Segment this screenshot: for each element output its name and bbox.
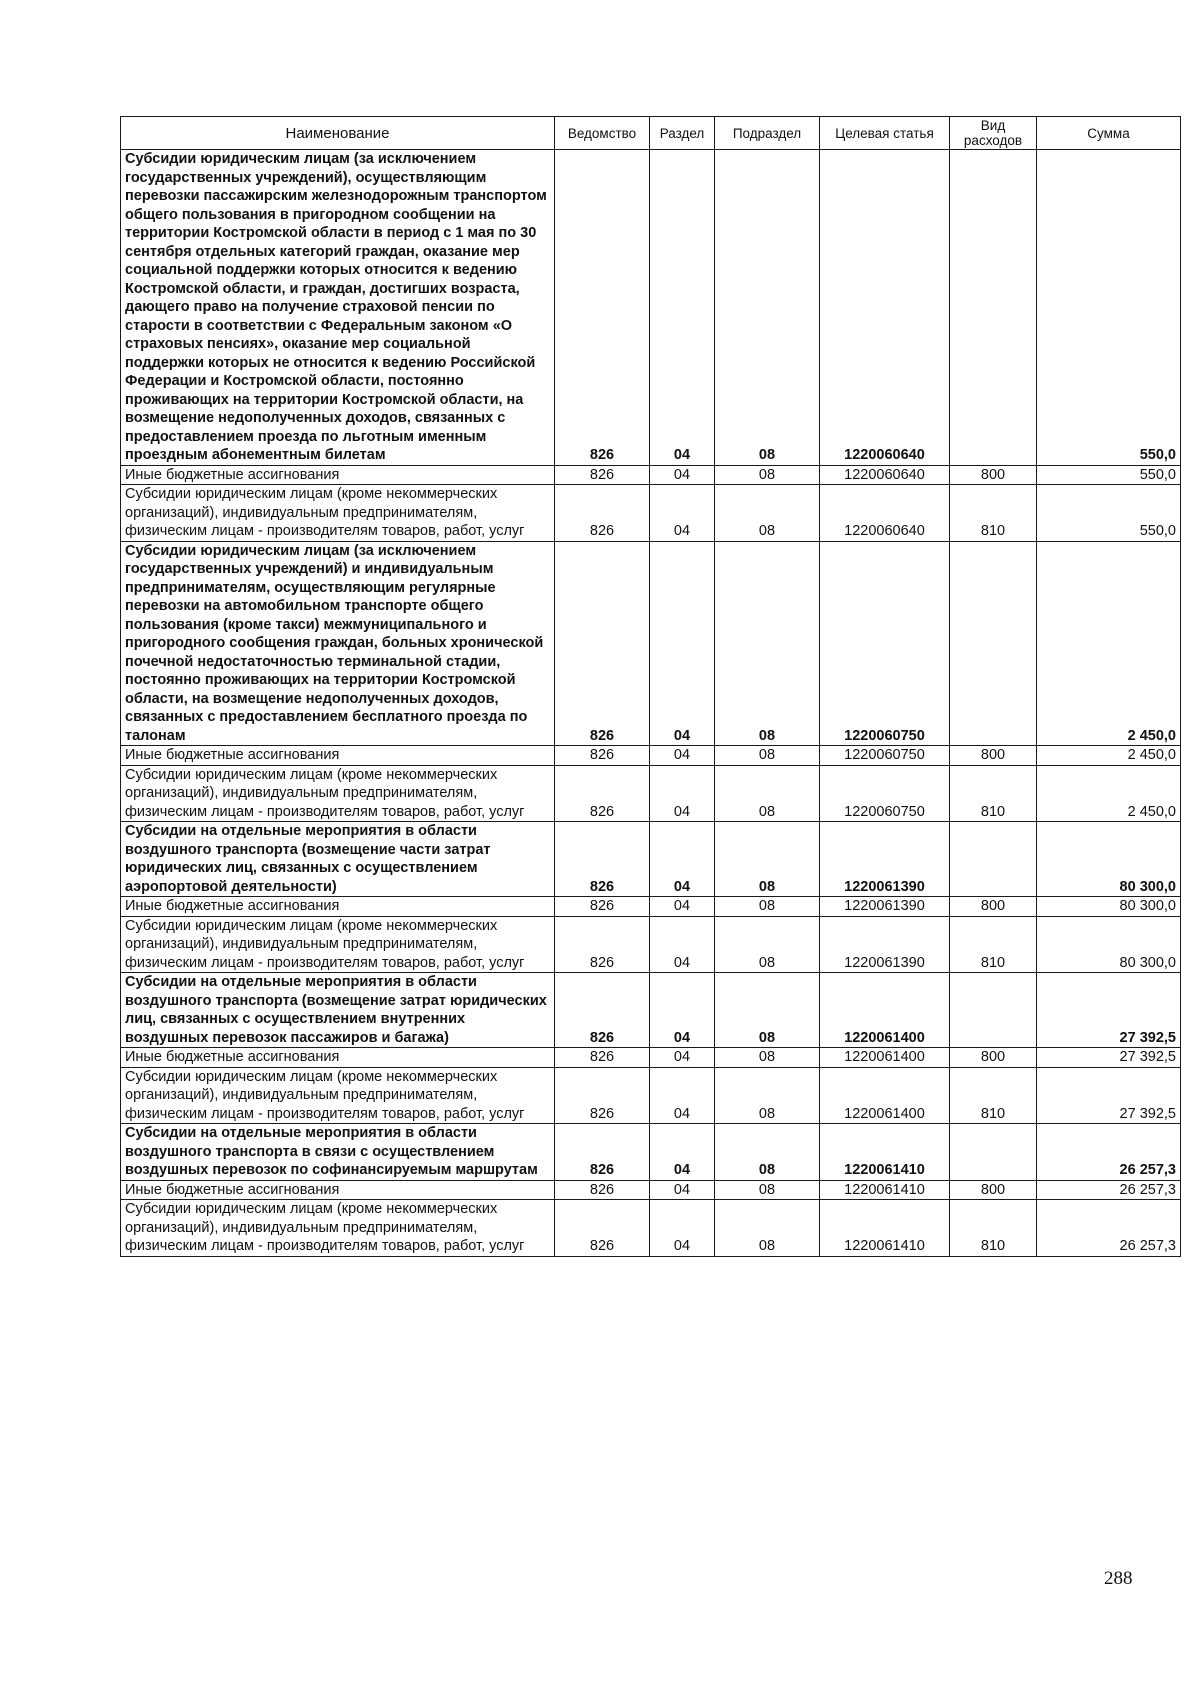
row-vedomstvo: 826: [555, 1067, 650, 1124]
row-tselevaya-statya: 1220060640: [820, 485, 950, 542]
row-razdel: 04: [650, 897, 715, 917]
row-podrazdel: 08: [715, 746, 820, 766]
row-tselevaya-statya: 1220061390: [820, 916, 950, 973]
row-razdel: 04: [650, 973, 715, 1048]
table-row: [121, 916, 1181, 973]
table-row: [121, 1180, 1181, 1200]
row-podrazdel: 08: [715, 1124, 820, 1181]
row-vid-rashodov: 800: [950, 465, 1037, 485]
table-row: [121, 897, 1181, 917]
row-razdel: 04: [650, 1180, 715, 1200]
row-razdel: 04: [650, 150, 715, 466]
row-podrazdel: 08: [715, 897, 820, 917]
row-podrazdel: 08: [715, 541, 820, 746]
row-summa: 80 300,0: [1037, 897, 1181, 917]
row-name: Субсидии юридическим лицам (кроме некоммерческих организаций), индивидуальным предпринимателям, физическим лицам - производителям товаров, работ, услуг: [121, 916, 555, 973]
row-vid-rashodov: 810: [950, 916, 1037, 973]
table-row: [121, 973, 1181, 1048]
row-podrazdel: 08: [715, 150, 820, 466]
row-vedomstvo: 826: [555, 1180, 650, 1200]
row-summa: 26 257,3: [1037, 1124, 1181, 1181]
row-summa: 26 257,3: [1037, 1200, 1181, 1257]
row-vid-rashodov: 800: [950, 897, 1037, 917]
row-razdel: 04: [650, 1124, 715, 1181]
row-vedomstvo: 826: [555, 465, 650, 485]
row-razdel: 04: [650, 485, 715, 542]
row-name: Субсидии юридическим лицам (кроме некоммерческих организаций), индивидуальным предпринимателям, физическим лицам - производителям товаров, работ, услуг: [121, 1067, 555, 1124]
row-vedomstvo: 826: [555, 150, 650, 466]
row-podrazdel: 08: [715, 822, 820, 897]
row-summa: 2 450,0: [1037, 746, 1181, 766]
row-podrazdel: 08: [715, 1200, 820, 1257]
table-row: [121, 485, 1181, 542]
row-podrazdel: 08: [715, 1048, 820, 1068]
row-name: Иные бюджетные ассигнования: [121, 465, 555, 485]
row-name: Субсидии юридическим лицам (за исключением государственных учреждений), осуществляющим перевозки пассажирским железнодорожным транспортом общего пользования в пригородном сообщении на территории Костромской области в период с 1 мая по 30 сентября отдельных категорий граждан, оказание мер социальной поддержки которых относится к ведению Костромской области, и граждан, достигших возраста, дающего право на получение страховой пенсии по старости в соответствии с Федеральным законом «О страховых пенсиях», оказание мер социальной поддержки которых не относится к ведению Российской Федерации и Костромской области, постоянно проживающих на территории Костромской области, на возмещение недополученных доходов, связанных с предоставлением проезда по льготным именным проездным абонементным билетам: [121, 150, 555, 466]
row-podrazdel: 08: [715, 1067, 820, 1124]
table-row: [121, 765, 1181, 822]
row-podrazdel: 08: [715, 1180, 820, 1200]
row-name: Субсидии на отдельные мероприятия в области воздушного транспорта (возмещение части затрат юридических лиц, связанных с осуществлением аэропортовой деятельности): [121, 822, 555, 897]
row-podrazdel: 08: [715, 485, 820, 542]
budget-table: [120, 116, 1181, 1257]
table-row: [121, 1067, 1181, 1124]
row-vedomstvo: 826: [555, 1048, 650, 1068]
row-razdel: 04: [650, 1067, 715, 1124]
row-vid-rashodov: [950, 541, 1037, 746]
header-vid-rashodov: Вид расходов: [950, 117, 1037, 150]
row-summa: 26 257,3: [1037, 1180, 1181, 1200]
row-vedomstvo: 826: [555, 746, 650, 766]
row-vedomstvo: 826: [555, 485, 650, 542]
row-razdel: 04: [650, 465, 715, 485]
header-razdel: Раздел: [650, 117, 715, 150]
row-summa: 27 392,5: [1037, 1067, 1181, 1124]
row-tselevaya-statya: 1220060640: [820, 150, 950, 466]
row-podrazdel: 08: [715, 465, 820, 485]
table-row: [121, 1200, 1181, 1257]
row-razdel: 04: [650, 916, 715, 973]
row-vedomstvo: 826: [555, 897, 650, 917]
row-vid-rashodov: 810: [950, 765, 1037, 822]
table-row: [121, 465, 1181, 485]
row-vid-rashodov: 810: [950, 1200, 1037, 1257]
row-vid-rashodov: 810: [950, 1067, 1037, 1124]
row-vedomstvo: 826: [555, 765, 650, 822]
row-tselevaya-statya: 1220060750: [820, 746, 950, 766]
row-vid-rashodov: 800: [950, 1048, 1037, 1068]
row-vid-rashodov: [950, 973, 1037, 1048]
row-tselevaya-statya: 1220060750: [820, 541, 950, 746]
header-name: Наименование: [121, 117, 555, 150]
row-podrazdel: 08: [715, 973, 820, 1048]
row-name: Субсидии на отдельные мероприятия в области воздушного транспорта в связи с осуществлением воздушных перевозок по софинансируемым маршрутам: [121, 1124, 555, 1181]
row-tselevaya-statya: 1220061410: [820, 1200, 950, 1257]
header-vedomstvo: Ведомство: [555, 117, 650, 150]
row-tselevaya-statya: 1220061400: [820, 1067, 950, 1124]
table-row: [121, 150, 1181, 466]
row-vedomstvo: 826: [555, 541, 650, 746]
row-tselevaya-statya: 1220061390: [820, 897, 950, 917]
row-name: Субсидии юридическим лицам (кроме некоммерческих организаций), индивидуальным предпринимателям, физическим лицам - производителям товаров, работ, услуг: [121, 1200, 555, 1257]
page-number: 288: [1104, 1568, 1133, 1589]
row-vedomstvo: 826: [555, 822, 650, 897]
row-tselevaya-statya: 1220061410: [820, 1124, 950, 1181]
row-name: Иные бюджетные ассигнования: [121, 746, 555, 766]
row-summa: 2 450,0: [1037, 765, 1181, 822]
row-name: Иные бюджетные ассигнования: [121, 1048, 555, 1068]
row-summa: 550,0: [1037, 485, 1181, 542]
row-vid-rashodov: 810: [950, 485, 1037, 542]
row-name: Субсидии на отдельные мероприятия в области воздушного транспорта (возмещение затрат юридических лиц, связанных с осуществлением внутренних воздушных перевозок пассажиров и багажа): [121, 973, 555, 1048]
row-name: Иные бюджетные ассигнования: [121, 1180, 555, 1200]
row-tselevaya-statya: 1220061400: [820, 973, 950, 1048]
table-row: [121, 1048, 1181, 1068]
table-row: [121, 541, 1181, 746]
row-name: Субсидии юридическим лицам (за исключением государственных учреждений) и индивидуальным предпринимателям, осуществляющим регулярные перевозки на автомобильном транспорте общего пользования (кроме такси) межмуниципального и пригородного сообщения граждан, больных хронической почечной недостаточностью терминальной стадии, постоянно проживающих на территории Костромской области, на возмещение недополученных доходов, связанных с предоставлением бесплатного проезда по талонам: [121, 541, 555, 746]
header-tselevaya-statya: Целевая статья: [820, 117, 950, 150]
row-vedomstvo: 826: [555, 916, 650, 973]
table-header-row: [121, 117, 1181, 150]
table-row: [121, 1124, 1181, 1181]
row-vedomstvo: 826: [555, 1200, 650, 1257]
row-razdel: 04: [650, 541, 715, 746]
row-razdel: 04: [650, 822, 715, 897]
row-vid-rashodov: [950, 822, 1037, 897]
table-row: [121, 746, 1181, 766]
row-vedomstvo: 826: [555, 973, 650, 1048]
row-tselevaya-statya: 1220061400: [820, 1048, 950, 1068]
row-summa: 550,0: [1037, 150, 1181, 466]
row-summa: 80 300,0: [1037, 916, 1181, 973]
row-vid-rashodov: 800: [950, 746, 1037, 766]
row-tselevaya-statya: 1220060750: [820, 765, 950, 822]
header-summa: Сумма: [1037, 117, 1181, 150]
row-vid-rashodov: [950, 1124, 1037, 1181]
row-tselevaya-statya: 1220061410: [820, 1180, 950, 1200]
row-summa: 550,0: [1037, 465, 1181, 485]
row-summa: 27 392,5: [1037, 1048, 1181, 1068]
row-vid-rashodov: [950, 150, 1037, 466]
row-name: Субсидии юридическим лицам (кроме некоммерческих организаций), индивидуальным предпринимателям, физическим лицам - производителям товаров, работ, услуг: [121, 765, 555, 822]
table-row: [121, 822, 1181, 897]
row-tselevaya-statya: 1220061390: [820, 822, 950, 897]
row-podrazdel: 08: [715, 916, 820, 973]
row-podrazdel: 08: [715, 765, 820, 822]
row-tselevaya-statya: 1220060640: [820, 465, 950, 485]
row-summa: 2 450,0: [1037, 541, 1181, 746]
row-razdel: 04: [650, 1200, 715, 1257]
row-name: Иные бюджетные ассигнования: [121, 897, 555, 917]
row-summa: 27 392,5: [1037, 973, 1181, 1048]
row-vid-rashodov: 800: [950, 1180, 1037, 1200]
row-razdel: 04: [650, 746, 715, 766]
row-razdel: 04: [650, 765, 715, 822]
row-name: Субсидии юридическим лицам (кроме некоммерческих организаций), индивидуальным предпринимателям, физическим лицам - производителям товаров, работ, услуг: [121, 485, 555, 542]
row-summa: 80 300,0: [1037, 822, 1181, 897]
row-vedomstvo: 826: [555, 1124, 650, 1181]
row-razdel: 04: [650, 1048, 715, 1068]
header-podrazdel: Подраздел: [715, 117, 820, 150]
